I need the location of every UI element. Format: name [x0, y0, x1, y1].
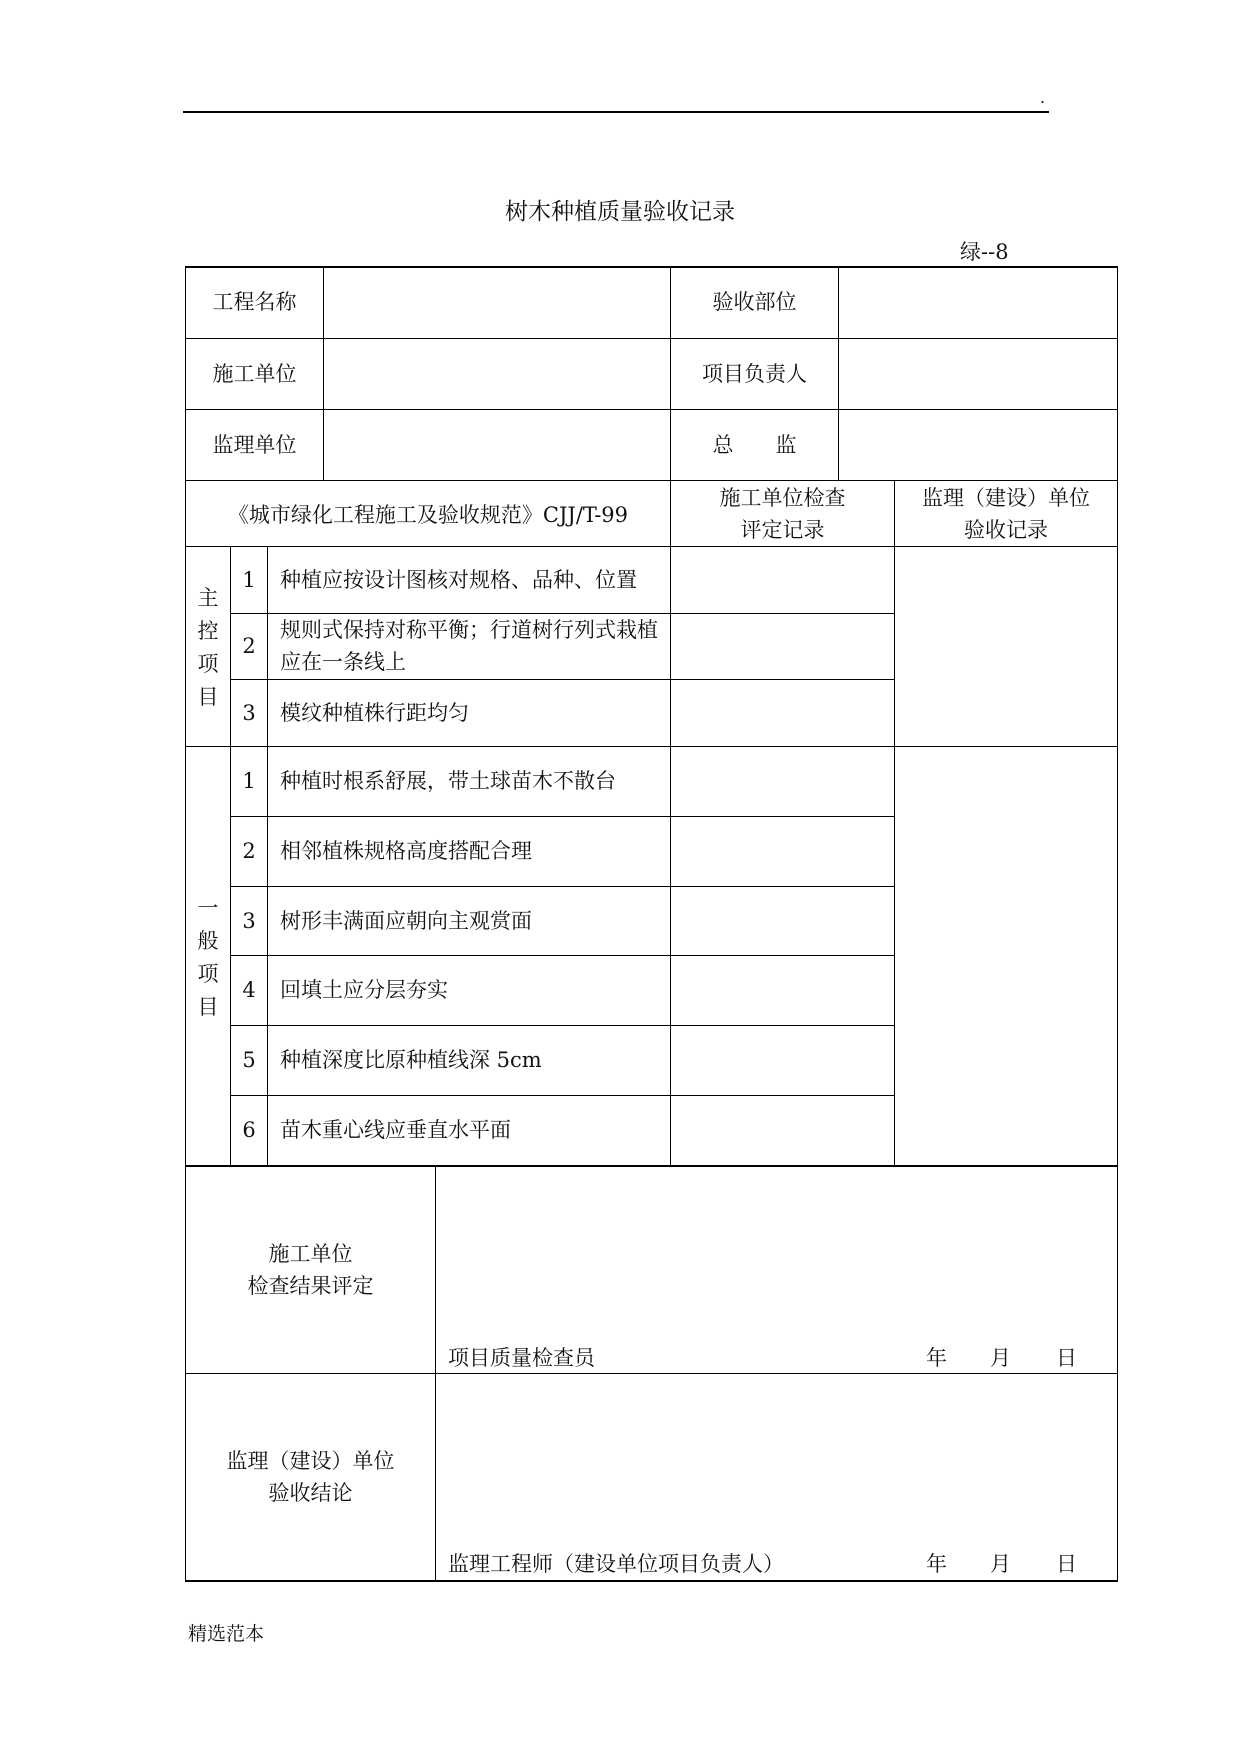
header-rule: [183, 111, 1049, 113]
item-text: 应在一条线上: [280, 650, 406, 674]
item-text: 种植深度比原种植线深 5cm: [280, 1048, 542, 1072]
check-record-cell[interactable]: [671, 747, 893, 816]
header-line: 评定记录: [740, 518, 825, 542]
chief-supervisor-label: 总 监: [712, 433, 797, 457]
item-text: 种植应按设计图核对规格、品种、位置: [280, 568, 637, 592]
acceptance-part-field[interactable]: [839, 268, 1116, 338]
label-char: 目: [197, 685, 219, 709]
label-char: 项: [197, 962, 219, 986]
page-footer: 精选范本: [188, 1623, 265, 1645]
item-text: 回填土应分层夯实: [280, 978, 448, 1002]
supervision-unit-field[interactable]: [324, 410, 669, 480]
check-record-cell[interactable]: [671, 547, 893, 613]
item-number: 1: [242, 568, 256, 592]
page-title: 树木种植质量验收记录: [505, 199, 735, 225]
item-number: 3: [242, 701, 256, 725]
check-record-cell[interactable]: [671, 1096, 893, 1165]
header-line: 监理（建设）单位: [922, 486, 1090, 510]
date-day: 日: [1056, 1346, 1077, 1370]
general-items-accept-cell[interactable]: [895, 747, 1116, 1165]
chief-supervisor-field[interactable]: [839, 410, 1116, 480]
supervision-result-label: [186, 1445, 435, 1509]
project-name-label: 工程名称: [212, 290, 297, 314]
label-char: 一: [197, 896, 219, 920]
result-label-line: 检查结果评定: [247, 1274, 374, 1298]
grid-line: [267, 546, 268, 1166]
project-name-field[interactable]: [324, 268, 669, 338]
check-record-cell[interactable]: [671, 887, 893, 955]
item-text: 种植时根系舒展，带土球苗木不散台: [280, 769, 616, 793]
construction-result-field[interactable]: [436, 1167, 1116, 1347]
result-label-line: 监理（建设）单位: [226, 1449, 395, 1473]
date-month: 月: [990, 1552, 1011, 1576]
standard-reference: 《城市绿化工程施工及验收规范》CJJ/T-99: [227, 503, 629, 527]
form-code: 绿--8: [960, 240, 1009, 264]
label-char: 主: [197, 586, 219, 610]
item-text: 相邻植株规格高度搭配合理: [280, 839, 532, 863]
header-mark: .: [1040, 88, 1046, 107]
supervision-accept-header: [895, 482, 1117, 546]
quality-inspector-signature: 项目质量检查员: [448, 1346, 595, 1370]
grid-line: [185, 266, 186, 1582]
project-manager-label: 项目负责人: [702, 362, 807, 386]
check-record-cell[interactable]: [671, 1026, 893, 1095]
label-char: 般: [197, 929, 219, 953]
supervision-result-field[interactable]: [436, 1374, 1116, 1554]
label-char: 控: [197, 619, 219, 643]
check-record-cell[interactable]: [671, 680, 893, 746]
item-text: 树形丰满面应朝向主观赏面: [280, 909, 532, 933]
label-char: 目: [197, 995, 219, 1019]
project-manager-field[interactable]: [839, 339, 1116, 409]
result-label-line: 验收结论: [268, 1481, 353, 1505]
item-text: 苗木重心线应垂直水平面: [280, 1118, 511, 1142]
supervision-unit-label: 监理单位: [212, 433, 297, 457]
item-number: 5: [242, 1048, 256, 1072]
item-number: 2: [242, 634, 256, 658]
supervisor-signature: 监理工程师（建设单位项目负责人）: [448, 1552, 784, 1576]
acceptance-part-label: 验收部位: [712, 290, 797, 314]
item-number: 1: [242, 769, 256, 793]
construction-result-label: [186, 1238, 435, 1302]
construction-unit-label: 施工单位: [212, 362, 297, 386]
item-text: 规则式保持对称平衡；行道树行列式栽植: [280, 618, 658, 642]
header-line: 验收记录: [964, 518, 1048, 542]
date-year: 年: [926, 1552, 947, 1576]
grid-line: [185, 480, 1118, 481]
construction-unit-field[interactable]: [324, 339, 669, 409]
main-items-accept-cell[interactable]: [895, 547, 1116, 746]
check-record-cell[interactable]: [671, 817, 893, 886]
header-line: 施工单位检查: [719, 486, 846, 510]
date-month: 月: [990, 1346, 1011, 1370]
grid-line: [1117, 266, 1118, 1582]
label-char: 项: [197, 652, 219, 676]
grid-line: [185, 1580, 1118, 1582]
item-number: 4: [242, 978, 256, 1002]
check-record-cell[interactable]: [671, 614, 893, 679]
date-day: 日: [1056, 1552, 1077, 1576]
item-text: 模纹种植株行距均匀: [280, 701, 469, 725]
item-number: 2: [242, 839, 256, 863]
check-record-cell[interactable]: [671, 956, 893, 1025]
construction-check-header: [671, 482, 894, 546]
item-number: 6: [242, 1118, 256, 1142]
result-label-line: 施工单位: [268, 1242, 353, 1266]
item-number: 3: [242, 909, 256, 933]
date-year: 年: [926, 1346, 947, 1370]
